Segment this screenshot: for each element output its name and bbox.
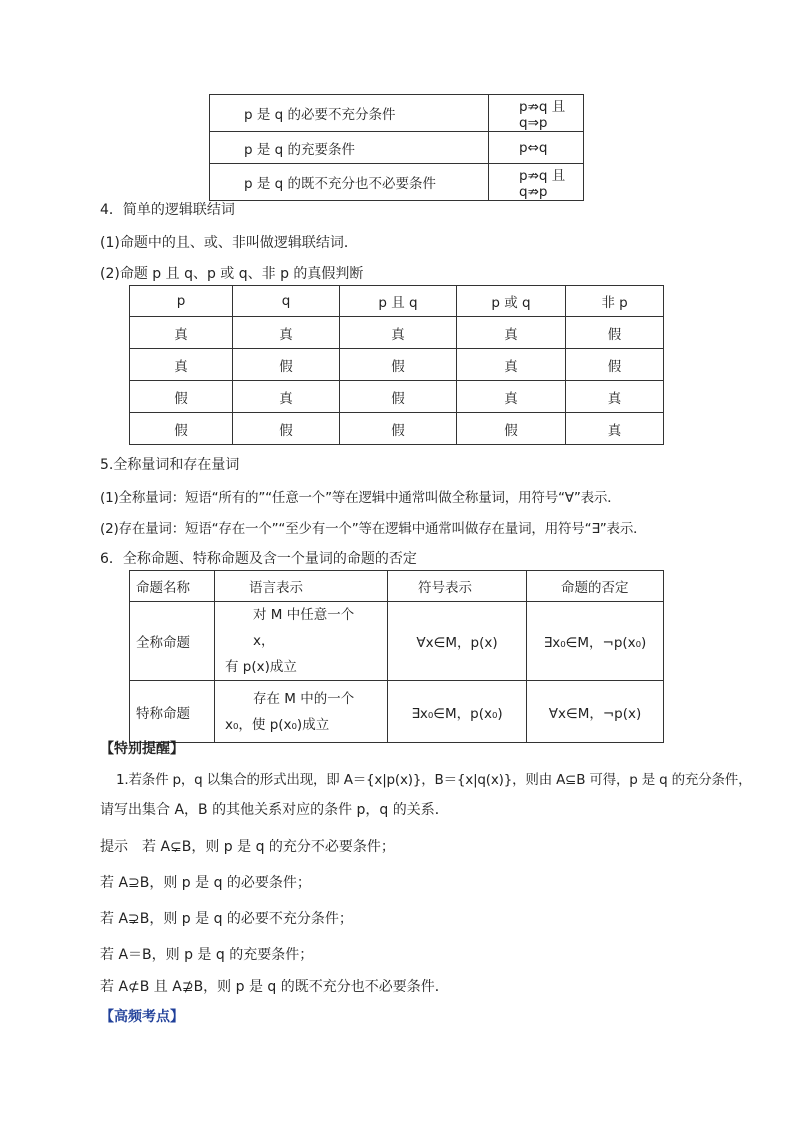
table-cell: 真 bbox=[233, 381, 340, 413]
table-cell: 假 bbox=[457, 413, 566, 445]
condition-table bbox=[209, 94, 584, 201]
table-cell: p⇏q 且 q⇒p bbox=[489, 95, 584, 132]
table-cell: p 是 q 的必要不充分条件 bbox=[210, 95, 489, 132]
table-row bbox=[210, 164, 584, 201]
table-cell: 假 bbox=[130, 381, 233, 413]
tips-paragraph-1: 1.若条件 p，q 以集合的形式出现，即 A＝{x|p(x)}，B＝{x|q(x)}，则由 A⊆B 可得，p 是 q 的充分条件， bbox=[116, 772, 752, 788]
tips-line-5: 若 A⊄B 且 A⊉B，则 p 是 q 的既不充分也不必要条件． bbox=[100, 979, 449, 995]
table-cell: 假 bbox=[233, 413, 340, 445]
table-cell: 真 bbox=[457, 381, 566, 413]
tips-paragraph-2: 请写出集合 A，B 的其他关系对应的条件 p，q 的关系． bbox=[100, 802, 449, 818]
table-cell bbox=[215, 602, 388, 681]
table-cell: 全称命题 bbox=[130, 602, 215, 681]
table-cell: p⇔q bbox=[489, 132, 584, 164]
table-cell: p⇏q 且 q⇏p bbox=[489, 164, 584, 201]
table-cell: 真 bbox=[457, 317, 566, 349]
table-cell: 假 bbox=[340, 413, 457, 445]
language-line: 存在 M 中的一个 bbox=[253, 690, 355, 707]
table-header-cell: p 且 q bbox=[340, 286, 457, 317]
language-line: 有 p(x)成立 bbox=[225, 659, 297, 675]
table-header-cell: 命题名称 bbox=[130, 571, 215, 602]
table-cell: ∃x₀∈M，¬p(x₀) bbox=[527, 602, 664, 681]
language-line: x₀，使 p(x₀)成立 bbox=[225, 716, 330, 733]
tips-heading: 【特别提醒】 bbox=[100, 741, 184, 757]
table-header-cell: p bbox=[130, 286, 233, 317]
tips-line-4: 若 A＝B，则 p 是 q 的充要条件； bbox=[100, 947, 314, 963]
table-cell: 真 bbox=[566, 381, 664, 413]
table-header-cell: 符号表示 bbox=[388, 571, 527, 602]
section-5-item-1: (1)全称量词：短语“所有的”“任意一个”等在逻辑中通常叫做全称量词，用符号“∀”表示． bbox=[100, 490, 621, 506]
table-header-cell: 非 p bbox=[566, 286, 664, 317]
table-cell: ∀x∈M，p(x) bbox=[388, 602, 527, 681]
table-cell: 假 bbox=[340, 381, 457, 413]
table-row bbox=[130, 413, 664, 445]
table-row bbox=[130, 681, 664, 743]
tips-line-3: 若 A⊋B，则 p 是 q 的必要不充分条件； bbox=[100, 911, 353, 927]
tips-hint: 提示 若 A⊊B，则 p 是 q 的充分不必要条件； bbox=[100, 839, 395, 855]
table-row bbox=[130, 317, 664, 349]
table-cell: p 是 q 的充要条件 bbox=[210, 132, 489, 164]
high-frequency-heading: 【高频考点】 bbox=[100, 1009, 184, 1025]
section-4-item-1: (1)命题中的且、或、非叫做逻辑联结词． bbox=[100, 235, 358, 251]
table-cell bbox=[215, 681, 388, 743]
table-cell: 真 bbox=[130, 349, 233, 381]
table-header-cell: 语言表示 bbox=[215, 571, 388, 602]
table-cell: 假 bbox=[566, 317, 664, 349]
table-cell: ∃x₀∈M，p(x₀) bbox=[388, 681, 527, 743]
table-cell: 假 bbox=[340, 349, 457, 381]
section-5-title: 5.全称量词和存在量词 bbox=[100, 457, 240, 473]
table-cell: 假 bbox=[130, 413, 233, 445]
table-row bbox=[130, 602, 664, 681]
table-header-cell: p 或 q bbox=[457, 286, 566, 317]
table-cell: 真 bbox=[130, 317, 233, 349]
table-row bbox=[210, 132, 584, 164]
table-header-row bbox=[130, 286, 664, 317]
table-cell: 假 bbox=[566, 349, 664, 381]
truth-table bbox=[129, 285, 664, 445]
table-cell: 特称命题 bbox=[130, 681, 215, 743]
quantifier-table bbox=[129, 570, 664, 743]
table-header-cell: q bbox=[233, 286, 340, 317]
table-cell: ∀x∈M，¬p(x) bbox=[527, 681, 664, 743]
section-6-title: 6．全称命题、特称命题及含一个量词的命题的否定 bbox=[100, 551, 417, 567]
table-row bbox=[130, 381, 664, 413]
table-cell: 真 bbox=[340, 317, 457, 349]
section-4-title: 4．简单的逻辑联结词 bbox=[100, 202, 235, 218]
section-4-item-2: (2)命题 p 且 q、p 或 q、非 p 的真假判断 bbox=[100, 266, 364, 282]
section-5-item-2: (2)存在量词：短语“存在一个”“至少有一个”等在逻辑中通常叫做存在量词，用符号“∃”表示． bbox=[100, 521, 647, 537]
table-cell: p 是 q 的既不充分也不必要条件 bbox=[210, 164, 489, 201]
table-cell: 真 bbox=[457, 349, 566, 381]
table-cell: 假 bbox=[233, 349, 340, 381]
table-header-row bbox=[130, 571, 664, 602]
table-row bbox=[130, 349, 664, 381]
table-cell: 真 bbox=[566, 413, 664, 445]
tips-line-2: 若 A⊇B，则 p 是 q 的必要条件； bbox=[100, 875, 311, 891]
table-cell: 真 bbox=[233, 317, 340, 349]
table-row bbox=[210, 95, 584, 132]
language-line: 对 M 中任意一个 x， bbox=[253, 607, 355, 649]
table-header-cell: 命题的否定 bbox=[527, 571, 664, 602]
